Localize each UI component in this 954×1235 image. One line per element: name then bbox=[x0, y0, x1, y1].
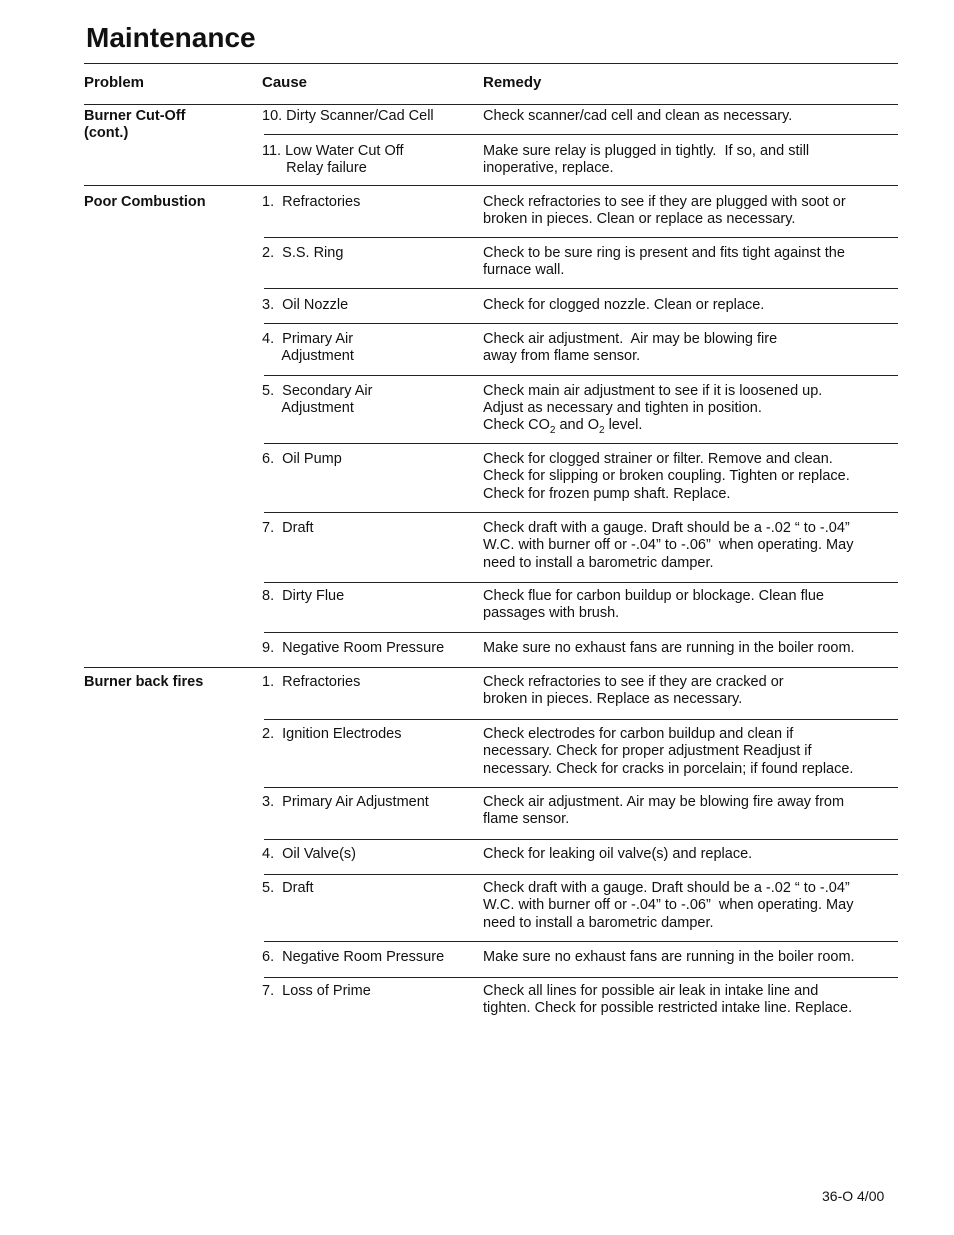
header-rule bbox=[84, 104, 898, 105]
row-rule bbox=[264, 323, 898, 324]
row-rule bbox=[264, 632, 898, 633]
page-title: Maintenance bbox=[86, 22, 256, 53]
cause-cell: 8. Dirty Flue bbox=[262, 588, 345, 604]
remedy-cell: Check air adjustment. Air may be blowing fire away from flame sensor. bbox=[483, 331, 778, 365]
top-rule bbox=[84, 63, 898, 64]
cause-cell: 4. Oil Valve(s) bbox=[262, 846, 357, 862]
page-footer: 36-O 4/00 bbox=[822, 1188, 885, 1204]
row-rule bbox=[264, 582, 898, 583]
row-rule bbox=[264, 839, 898, 840]
remedy-cell: Check air adjustment. Air may be blowing fire away from flame sensor. bbox=[483, 794, 845, 828]
remedy-cell: Check all lines for possible air leak in intake line and tighten. Check for possible restricted intake line. Replace. bbox=[483, 983, 853, 1017]
problem-poor-combustion: Poor Combustion bbox=[84, 194, 206, 210]
cause-cell: 6. Negative Room Pressure bbox=[262, 949, 445, 965]
cause-cell: 10. Dirty Scanner/Cad Cell bbox=[262, 108, 434, 124]
cause-cell: 5. Draft bbox=[262, 880, 314, 896]
cause-cell: 6. Oil Pump bbox=[262, 451, 342, 467]
cause-cell: 3. Oil Nozzle bbox=[262, 297, 349, 313]
remedy-cell: Check refractories to see if they are cracked or broken in pieces. Replace as necessary. bbox=[483, 674, 784, 708]
cause-cell: 2. Ignition Electrodes bbox=[262, 726, 402, 742]
remedy-cell: Check to be sure ring is present and fits tight against the furnace wall. bbox=[483, 245, 845, 279]
cause-cell: 11. Low Water Cut Off Relay failure bbox=[262, 143, 404, 177]
header-problem: Problem bbox=[84, 74, 145, 91]
header-cause: Cause bbox=[262, 74, 308, 91]
cause-cell: 4. Primary Air Adjustment bbox=[262, 331, 354, 365]
row-rule bbox=[264, 443, 898, 444]
remedy-cell: Check refractories to see if they are plugged with soot or broken in pieces. Clean or replace as necessary. bbox=[483, 194, 846, 228]
remedy-cell: Check electrodes for carbon buildup and clean if necessary. Check for proper adjustment Readjust if necessary. Check for cracks in porcelain; if found replace. bbox=[483, 726, 854, 777]
cause-cell: 1. Refractories bbox=[262, 674, 361, 690]
remedy-cell: Check for clogged strainer or filter. Remove and clean. Check for slipping or broken coupling. Tighten or replace. Check for frozen pump shaft. Replace. bbox=[483, 451, 850, 502]
remedy-cell: Check flue for carbon buildup or blockage. Clean flue passages with brush. bbox=[483, 588, 824, 622]
remedy-cell: Make sure relay is plugged in tightly. If so, and still inoperative, replace. bbox=[483, 143, 810, 177]
row-rule bbox=[264, 977, 898, 978]
cause-cell: 7. Draft bbox=[262, 520, 314, 536]
remedy-cell: Check draft with a gauge. Draft should be a -.02 “ to -.04” W.C. with burner off or -.04” to -.06” when operating. May need to install a barometric damper. bbox=[483, 880, 854, 931]
cause-cell: 7. Loss of Prime bbox=[262, 983, 371, 999]
remedy-cell: Check draft with a gauge. Draft should be a -.02 “ to -.04” W.C. with burner off or -.04” to -.06” when operating. May need to install a barometric damper. bbox=[483, 520, 854, 571]
row-rule bbox=[264, 288, 898, 289]
row-rule bbox=[264, 512, 898, 513]
cause-cell: 2. S.S. Ring bbox=[262, 245, 344, 261]
remedy-cell: Check for leaking oil valve(s) and replace. bbox=[483, 846, 753, 862]
remedy-cell: Check main air adjustment to see if it is loosened up. Adjust as necessary and tighten in position. bbox=[483, 383, 823, 417]
cause-cell: 5. Secondary Air Adjustment bbox=[262, 383, 373, 417]
remedy-cell: Check for clogged nozzle. Clean or replace. bbox=[483, 297, 765, 313]
row-rule bbox=[264, 719, 898, 720]
remedy-cell: Make sure no exhaust fans are running in the boiler room. bbox=[483, 949, 855, 965]
section-rule bbox=[84, 667, 898, 668]
cause-cell: 3. Primary Air Adjustment bbox=[262, 794, 429, 810]
problem-burner-back-fires: Burner back fires bbox=[84, 674, 204, 690]
row-rule bbox=[264, 134, 898, 135]
row-rule bbox=[264, 787, 898, 788]
row-rule bbox=[264, 941, 898, 942]
cause-cell: 9. Negative Room Pressure bbox=[262, 640, 445, 656]
row-rule bbox=[264, 237, 898, 238]
header-remedy: Remedy bbox=[483, 74, 542, 91]
row-rule bbox=[264, 874, 898, 875]
remedy-cell: Make sure no exhaust fans are running in the boiler room. bbox=[483, 640, 855, 656]
problem-burner-cutoff: Burner Cut-Off (cont.) bbox=[84, 108, 186, 142]
cause-cell: 1. Refractories bbox=[262, 194, 361, 210]
co2-o2-check-line: Check $CO_2$ and $O_2$ level. bbox=[483, 417, 643, 436]
row-rule bbox=[264, 375, 898, 376]
remedy-cell: Check scanner/cad cell and clean as necessary. bbox=[483, 108, 793, 124]
section-rule bbox=[84, 185, 898, 186]
